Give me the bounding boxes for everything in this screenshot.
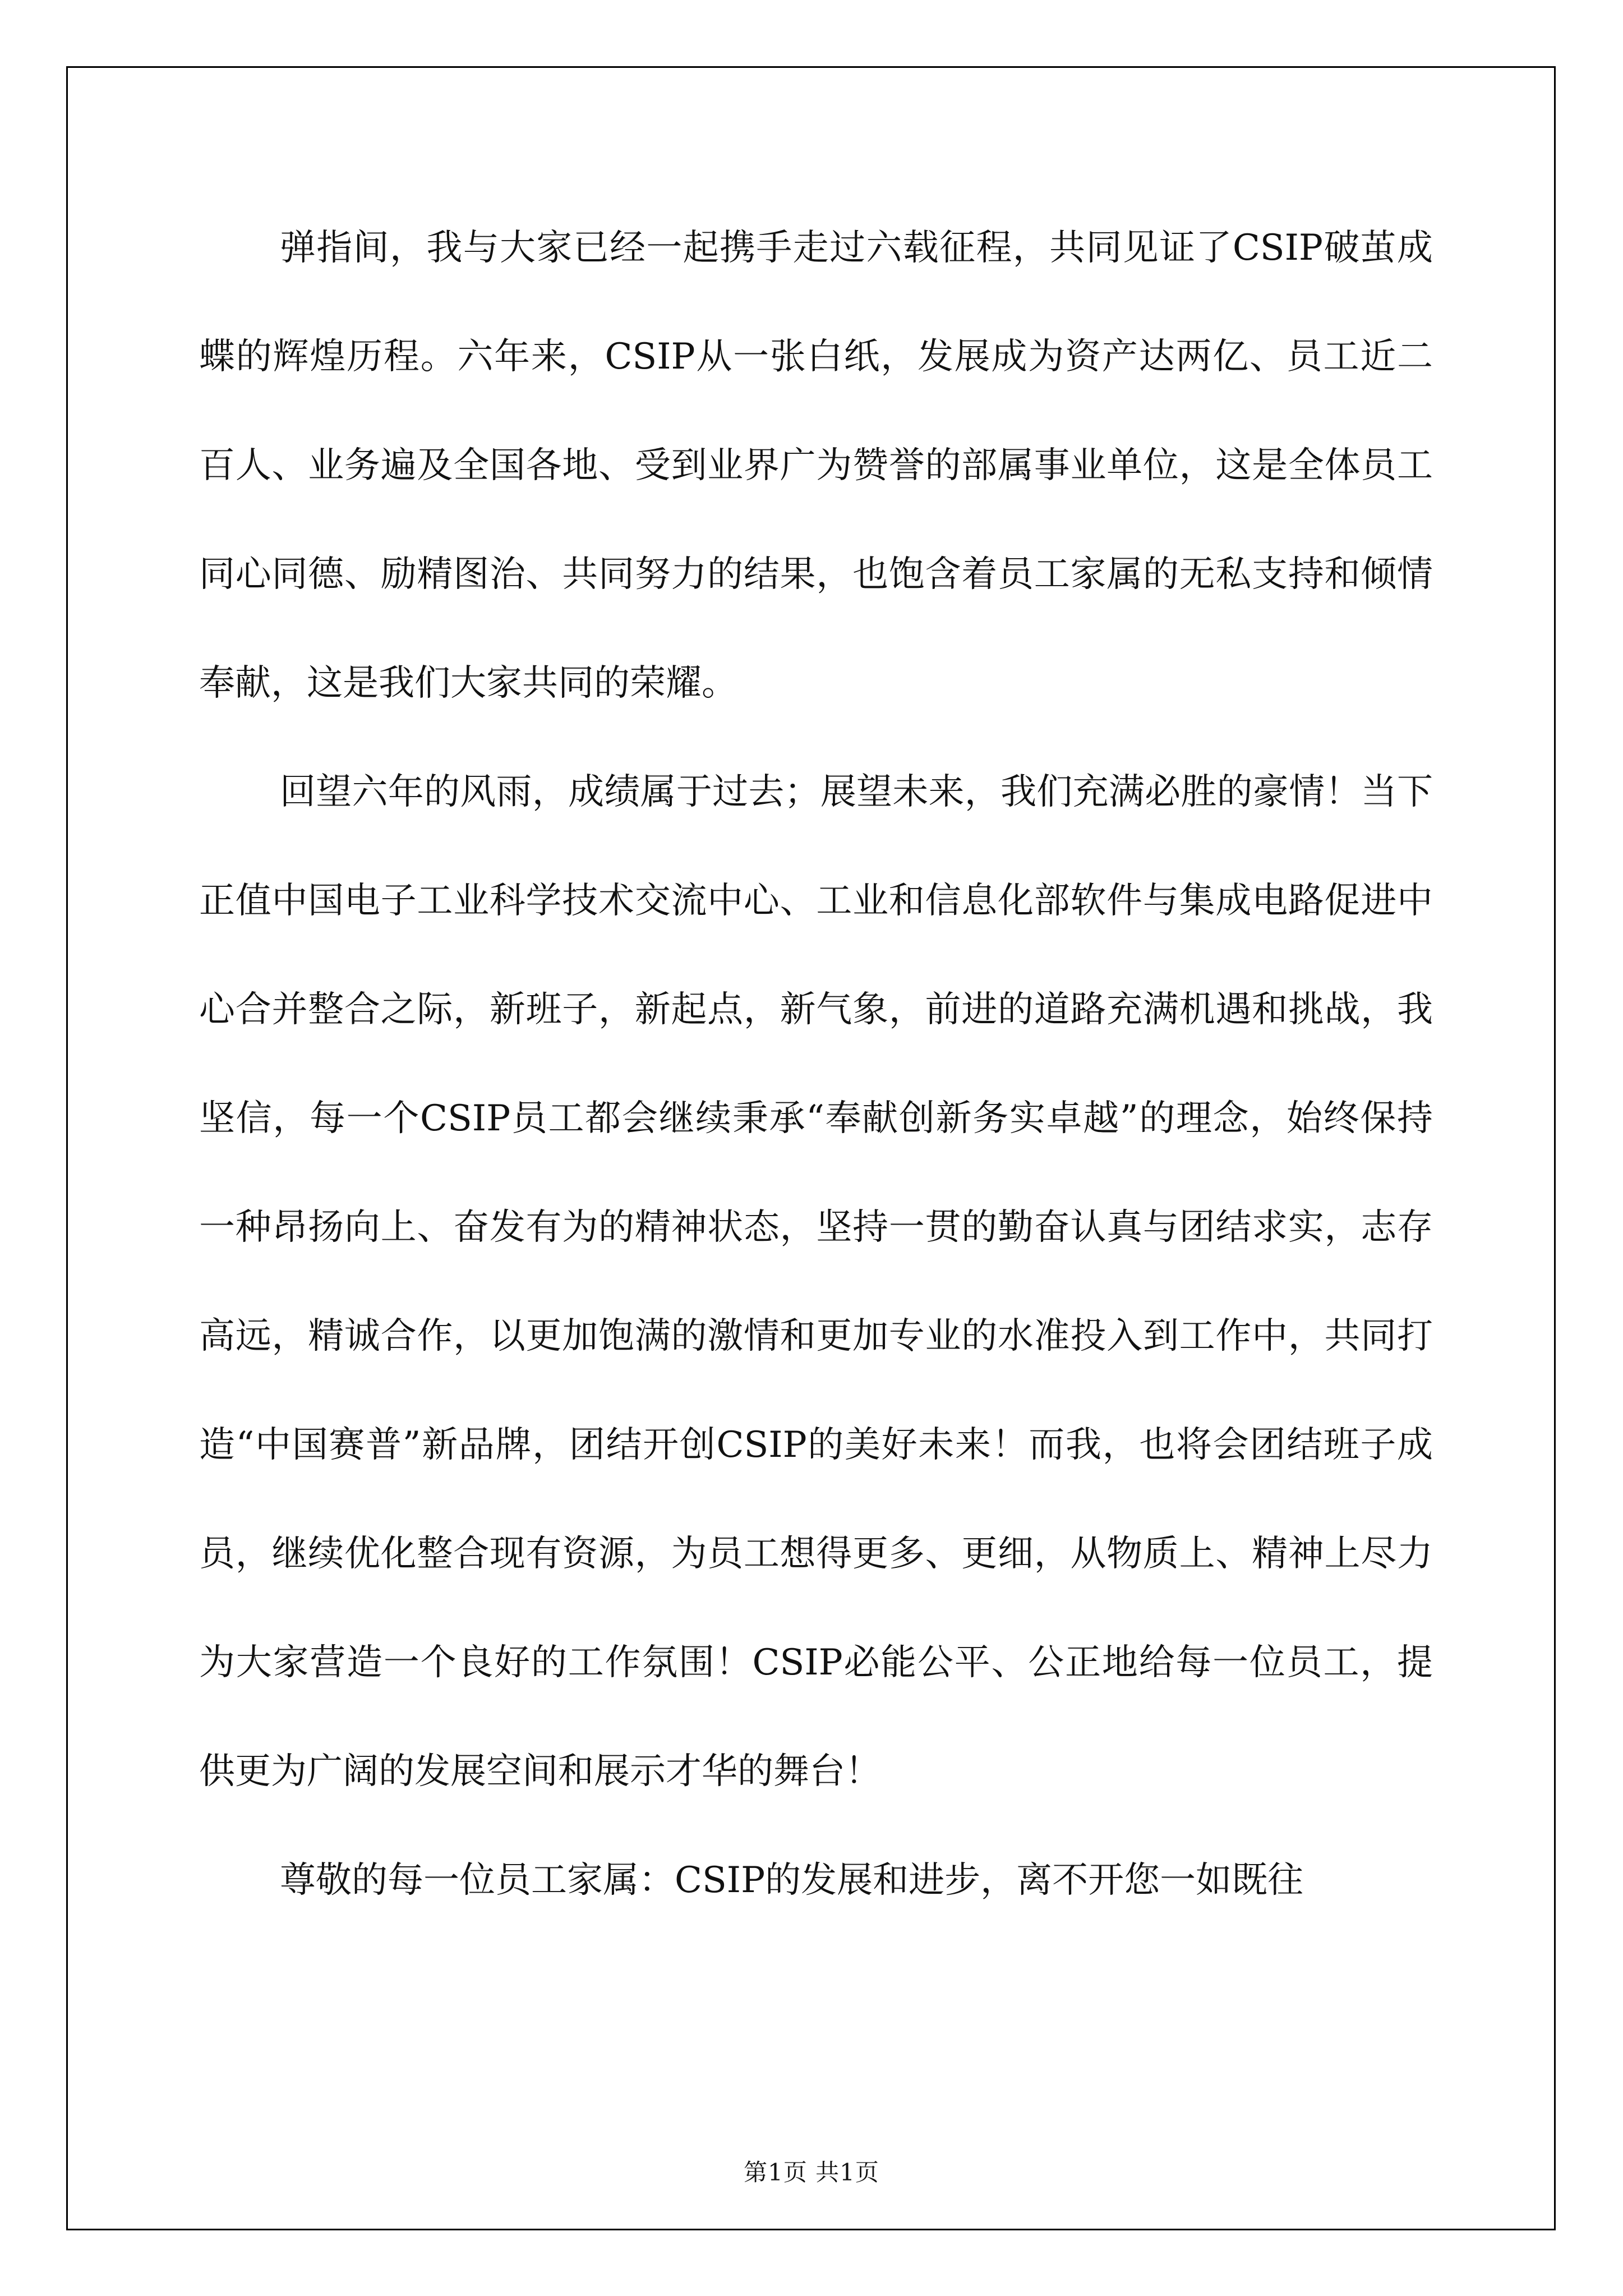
paragraph-2: 回望六年的风雨，成绩属于过去；展望未来，我们充满必胜的豪情！当下正值中国电子工业科学技术交流中心、工业和信息化部软件与集成电路促进中心合并整合之际，新班子，新起点，新气象，前进的道路充满机遇和挑战，我坚信，每一个CSIP员工都会继续秉承“奉献创新务实卓越”的理念，始终保持一种昂扬向上、奋发有为的精神状态，坚持一贯的勤奋认真与团结求实，志存高远，精诚合作，以更加饱满的激情和更加专业的水准投入到工作中，共同打造“中国赛普”新品牌，团结开创CSIP的美好未来！而我，也将会团结班子成员，继续优化整合现有资源，为员工想得更多、更细，从物质上、精神上尽力为大家营造一个良好的工作氛围！CSIP必能公平、公正地给每一位员工，提供更为广阔的发展空间和展示才华的舞台！	[199, 771, 1433, 1792]
document-body	[199, 194, 1433, 1935]
paragraph-3: 尊敬的每一位员工家属：CSIP的发展和进步，离不开您一如既往	[280, 1860, 1304, 1901]
page-footer: 第1页 共1页	[744, 2159, 879, 2186]
paragraph-1: 弹指间，我与大家已经一起携手走过六载征程，共同见证了CSIP破茧成蝶的辉煌历程。六年来，CSIP从一张白纸，发展成为资产达两亿、员工近二百人、业务遍及全国各地、受到业界广为赞誉的部属事业单位，这是全体员工同心同德、励精图治、共同努力的结果，也饱含着员工家属的无私支持和倾情奉献，这是我们大家共同的荣耀。	[199, 227, 1433, 704]
